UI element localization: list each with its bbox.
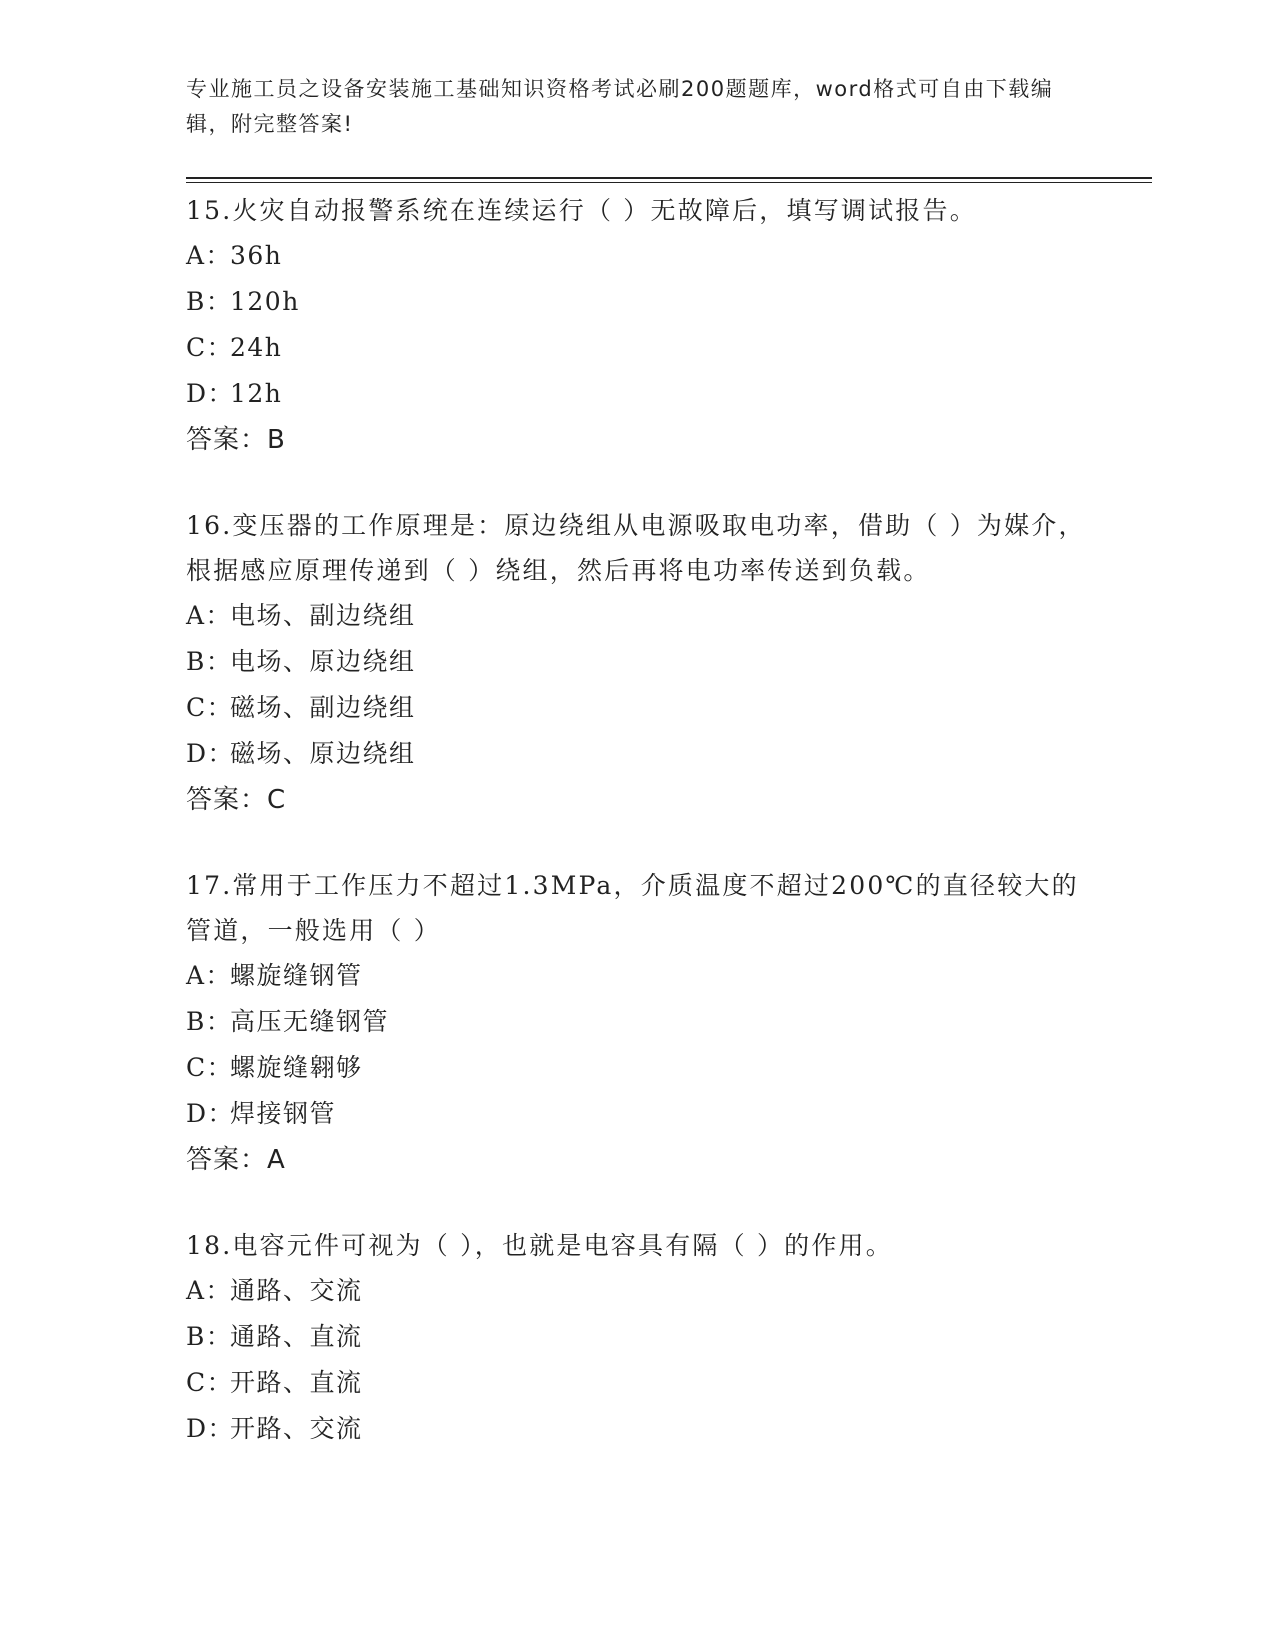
option-a	[186, 953, 1086, 999]
option-key: B：	[186, 1007, 233, 1036]
question-item	[186, 188, 1086, 463]
answer-line: 答案：B	[186, 425, 286, 455]
question-item	[186, 1223, 1086, 1452]
option-d	[186, 1091, 1086, 1137]
option-text: 通路、交流	[230, 1276, 363, 1305]
option-text: 120h	[230, 287, 300, 316]
option-text: 磁场、原边绕组	[230, 739, 416, 768]
option-d	[186, 1406, 1086, 1452]
option-c	[186, 1360, 1086, 1406]
option-text: 电场、原边绕组	[230, 647, 416, 676]
option-a	[186, 1268, 1086, 1314]
option-b	[186, 279, 1086, 325]
option-text: 螺旋缝翱够	[230, 1053, 363, 1082]
option-c	[186, 325, 1086, 371]
option-text: 24h	[230, 333, 283, 362]
option-d	[186, 731, 1086, 777]
option-key: A：	[186, 1276, 233, 1305]
question-text: 16.变压器的工作原理是：原边绕组从电源吸取电功率，借助（ ）为媒介，根据感应原理传递到（ ）绕组，然后再将电功率传送到负载。	[186, 511, 1086, 585]
option-key: B：	[186, 1322, 233, 1351]
option-text: 焊接钢管	[230, 1099, 337, 1128]
option-key: A：	[186, 241, 233, 270]
question-text: 15.火灾自动报警系统在连续运行（ ）无故障后，填写调试报告。	[186, 196, 977, 225]
option-key: D：	[186, 739, 235, 768]
option-key: C：	[186, 693, 234, 722]
option-text: 电场、副边绕组	[230, 601, 416, 630]
option-text: 高压无缝钢管	[230, 1007, 390, 1036]
option-key: A：	[186, 961, 233, 990]
question-item	[186, 503, 1086, 823]
option-key: D：	[186, 379, 235, 408]
option-text: 螺旋缝钢管	[230, 961, 363, 990]
option-key: D：	[186, 1414, 235, 1443]
option-a	[186, 233, 1086, 279]
header-divider-bottom	[186, 182, 1152, 183]
option-a	[186, 593, 1086, 639]
option-key: D：	[186, 1099, 235, 1128]
option-key: C：	[186, 1368, 234, 1397]
document-title: 专业施工员之设备安装施工基础知识资格考试必刷200题题库，word格式可自由下载编辑，附完整答案!	[186, 77, 1054, 136]
option-d	[186, 371, 1086, 417]
question-list	[186, 188, 1086, 1492]
option-text: 开路、直流	[230, 1368, 363, 1397]
option-b	[186, 1314, 1086, 1360]
option-key: C：	[186, 1053, 234, 1082]
option-b	[186, 999, 1086, 1045]
option-key: A：	[186, 601, 233, 630]
option-text: 开路、交流	[230, 1414, 363, 1443]
question-item	[186, 863, 1086, 1183]
question-text: 17.常用于工作压力不超过1.3MPa，介质温度不超过200℃的直径较大的管道，一般选用（ ）	[186, 871, 1079, 945]
option-text: 磁场、副边绕组	[230, 693, 416, 722]
option-b	[186, 639, 1086, 685]
header-divider-top	[186, 177, 1152, 179]
option-key: B：	[186, 287, 233, 316]
option-text: 通路、直流	[230, 1322, 363, 1351]
option-text: 36h	[230, 241, 283, 270]
answer-line: 答案：C	[186, 785, 287, 815]
answer-line: 答案：A	[186, 1145, 286, 1175]
option-c	[186, 1045, 1086, 1091]
question-text: 18.电容元件可视为（ ），也就是电容具有隔（ ）的作用。	[186, 1231, 893, 1260]
option-key: B：	[186, 647, 233, 676]
option-c	[186, 685, 1086, 731]
option-key: C：	[186, 333, 234, 362]
option-text: 12h	[230, 379, 283, 408]
